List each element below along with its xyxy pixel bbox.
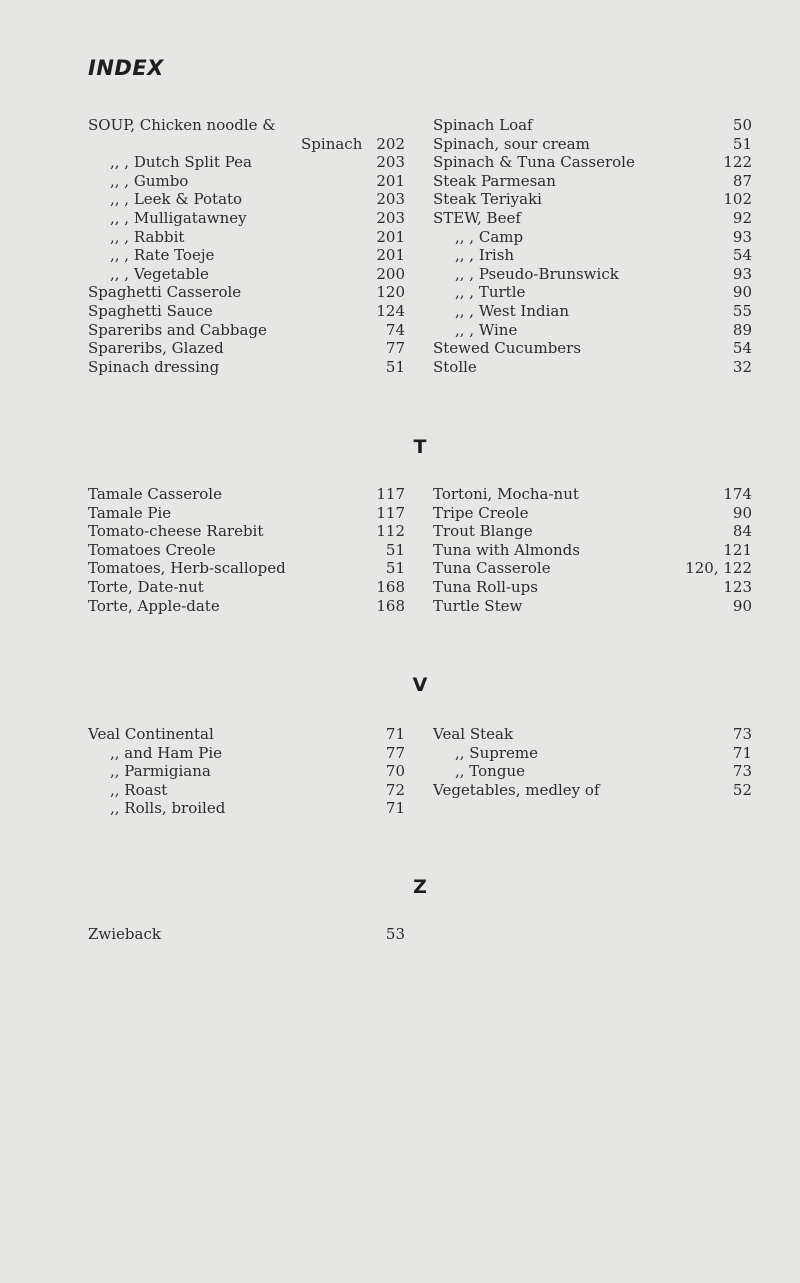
- entry-label: ,, , West Indian: [455, 301, 569, 320]
- entry-page-number: 55: [732, 301, 752, 320]
- index-entry: [88, 522, 405, 541]
- entry-page-number: 71: [732, 743, 752, 762]
- entry-label: Steak Parmesan: [433, 171, 556, 190]
- section-letter-t: T: [413, 436, 427, 458]
- section-letter-z: Z: [413, 876, 427, 898]
- index-entry: [433, 762, 752, 781]
- entry-page-number: 200: [376, 264, 405, 283]
- entry-page-number: 122: [723, 153, 752, 172]
- index-entry: [88, 744, 405, 763]
- entry-page-number: 92: [732, 208, 752, 227]
- entry-page-number: 73: [732, 725, 752, 743]
- index-entry: [433, 265, 752, 284]
- entry-label: Tuna Roll-ups: [433, 577, 538, 596]
- entry-page-number: 203: [376, 153, 405, 172]
- index-entry: [88, 172, 405, 191]
- index-entry: [88, 283, 405, 302]
- entry-page-number: 93: [732, 227, 752, 246]
- entry-page-number: 51: [385, 540, 405, 559]
- entry-page-number: 52: [732, 780, 752, 799]
- entry-page-number: 201: [376, 227, 405, 246]
- index-column-right: [433, 485, 752, 615]
- entry-page-number: 102: [723, 190, 752, 209]
- index-column-left: [88, 116, 405, 376]
- entry-label: Tuna with Almonds: [433, 540, 580, 559]
- entry-label: Trout Blange: [433, 522, 533, 541]
- entry-label: ,, , Rate Toeje: [110, 246, 215, 265]
- index-entry: [88, 153, 405, 172]
- entry-label: ,, , Pseudo-Brunswick: [455, 264, 619, 283]
- entry-page-number: 90: [732, 283, 752, 302]
- index-entry: [433, 172, 752, 191]
- index-entry: [88, 358, 405, 377]
- entry-label: Veal Steak: [433, 725, 514, 743]
- index-entry: [88, 762, 405, 781]
- index-column-right: [433, 925, 752, 944]
- index-entry: [433, 522, 752, 541]
- index-entry: [88, 209, 405, 228]
- entry-page-number: 93: [732, 264, 752, 283]
- entry-page-number: 168: [376, 577, 405, 596]
- index-entry: [433, 504, 752, 523]
- entry-page-number: 73: [732, 762, 752, 781]
- entry-page-number: 90: [732, 503, 752, 522]
- entry-label: ,, , Vegetable: [110, 264, 209, 283]
- entry-label: ,, Parmigiana: [110, 762, 211, 781]
- entry-page-number: 70: [385, 762, 405, 781]
- entry-page-number: 72: [385, 780, 405, 799]
- entry-page-number: 51: [385, 559, 405, 578]
- entry-label: Tripe Creole: [433, 503, 529, 522]
- index-entry: [88, 485, 405, 504]
- entry-page-number: 117: [376, 485, 405, 503]
- index-column-right: [433, 116, 752, 376]
- index-column-left: [88, 725, 405, 818]
- entry-label: ,, and Ham Pie: [110, 743, 223, 762]
- index-section-z: [88, 925, 752, 944]
- entry-label: ,, Tongue: [455, 762, 525, 781]
- index-entry: [433, 541, 752, 560]
- entry-label: Vegetables, medley of: [433, 780, 600, 799]
- index-entry: [88, 190, 405, 209]
- index-entry: [433, 209, 752, 228]
- index-entry: [433, 485, 752, 504]
- entry-label: ,, , Gumbo: [110, 171, 189, 190]
- index-entry: [88, 781, 405, 800]
- entry-page-number: 71: [385, 725, 405, 743]
- entry-page-number: 71: [385, 799, 405, 818]
- index-entry: [433, 744, 752, 763]
- index-entry: [433, 559, 752, 578]
- entry-label: Tortoni, Mocha-nut: [433, 485, 579, 503]
- entry-page-number: 120: [376, 283, 405, 302]
- entry-label: Stewed Cucumbers: [433, 339, 582, 358]
- entry-label: ,, , Leek & Potato: [110, 190, 243, 209]
- entry-label: ,, , Camp: [455, 227, 524, 246]
- entry-label: Spinach & Tuna Casserole: [433, 153, 635, 172]
- index-entry: [88, 116, 405, 135]
- entry-page-number: 89: [732, 320, 752, 339]
- entry-label: Steak Teriyaki: [433, 190, 542, 209]
- entry-page-number: 202: [376, 134, 405, 153]
- index-entry: [88, 504, 405, 523]
- entry-label: Torte, Apple-date: [88, 596, 220, 615]
- entry-page-number: 123: [723, 577, 752, 596]
- index-entry: [88, 228, 405, 247]
- entry-label: Spaghetti Casserole: [88, 283, 242, 302]
- index-entry: [433, 228, 752, 247]
- entry-label: ,, Rolls, broiled: [110, 799, 226, 818]
- index-entry: [433, 578, 752, 597]
- index-section-t: [88, 485, 752, 615]
- index-entry: [88, 339, 405, 358]
- entry-page-number: 117: [376, 503, 405, 522]
- entry-page-number: 74: [385, 320, 405, 339]
- entry-label: Spareribs, Glazed: [88, 339, 224, 358]
- index-entry: [88, 578, 405, 597]
- index-entry: [433, 116, 752, 135]
- index-section-s: [88, 116, 752, 376]
- entry-label: Spinach: [301, 134, 363, 153]
- entry-label: ,, Roast: [110, 780, 168, 799]
- entry-label: Spaghetti Sauce: [88, 301, 213, 320]
- entry-page-number: 32: [732, 357, 752, 376]
- entry-page-number: 84: [732, 522, 752, 541]
- index-section-v: [88, 725, 752, 818]
- entry-label: Stolle: [433, 357, 477, 376]
- entry-page-number: 77: [385, 743, 405, 762]
- entry-label: Turtle Stew: [433, 596, 523, 615]
- entry-label: Tomato-cheese Rarebit: [88, 522, 264, 541]
- entry-page-number: 121: [723, 540, 752, 559]
- index-entry: [88, 799, 405, 818]
- index-entry: [433, 246, 752, 265]
- index-entry: [88, 541, 405, 560]
- entry-label: ,, Supreme: [455, 743, 538, 762]
- index-entry: [433, 153, 752, 172]
- index-entry: [433, 190, 752, 209]
- entry-label: ,, , Irish: [455, 246, 515, 265]
- entry-label: Tomatoes, Herb-scalloped: [88, 559, 286, 578]
- entry-label: ,, , Rabbit: [110, 227, 185, 246]
- index-entry: [433, 358, 752, 377]
- entry-page-number: 50: [732, 116, 752, 134]
- entry-page-number: 54: [732, 246, 752, 265]
- index-entry: [88, 302, 405, 321]
- entry-page-number: 124: [376, 301, 405, 320]
- index-entry: [88, 725, 405, 744]
- entry-page-number: 168: [376, 596, 405, 615]
- entry-page-number: 174: [723, 485, 752, 503]
- entry-label: Veal Continental: [88, 725, 214, 743]
- entry-label: ,, , Dutch Split Pea: [110, 153, 252, 172]
- entry-page-number: 203: [376, 190, 405, 209]
- index-entry: [88, 321, 405, 340]
- entry-label: Spinach Loaf: [433, 116, 533, 134]
- entry-label: Tuna Casserole: [433, 559, 551, 578]
- entry-label: SOUP, Chicken noodle &: [88, 116, 276, 134]
- entry-label: Zwieback: [88, 925, 161, 943]
- entry-page-number: 201: [376, 171, 405, 190]
- entry-label: Spareribs and Cabbage: [88, 320, 267, 339]
- index-entry: [88, 246, 405, 265]
- entry-label: ,, , Wine: [455, 320, 518, 339]
- entry-label: Tamale Pie: [88, 503, 172, 522]
- entry-page-number: 201: [376, 246, 405, 265]
- entry-label: Tamale Casserole: [88, 485, 222, 503]
- index-entry: [433, 781, 752, 800]
- entry-page-number: 87: [732, 171, 752, 190]
- entry-page-number: 53: [385, 925, 405, 943]
- index-entry: [433, 725, 752, 744]
- entry-label: STEW, Beef: [433, 208, 521, 227]
- index-column-left: [88, 925, 405, 944]
- index-entry: [88, 597, 405, 616]
- index-entry: [88, 135, 405, 154]
- index-entry: [88, 265, 405, 284]
- index-entry: [433, 135, 752, 154]
- index-column-left: [88, 485, 405, 615]
- entry-page-number: 112: [376, 522, 405, 541]
- entry-label: ,, , Mulligatawney: [110, 208, 247, 227]
- entry-label: ,, , Turtle: [455, 283, 526, 302]
- section-letter-v: V: [412, 674, 428, 696]
- entry-label: Spinach, sour cream: [433, 134, 590, 153]
- index-entry: [88, 559, 405, 578]
- index-entry: [433, 339, 752, 358]
- entry-label: Spinach dressing: [88, 357, 220, 376]
- index-entry: [433, 597, 752, 616]
- entry-page-number: 77: [385, 339, 405, 358]
- index-entry: [88, 925, 405, 944]
- entry-page-number: 203: [376, 208, 405, 227]
- index-entry: [433, 321, 752, 340]
- index-column-right: [433, 725, 752, 818]
- entry-label: Torte, Date-nut: [88, 577, 204, 596]
- entry-page-number: 51: [732, 134, 752, 153]
- entry-page-number: 54: [732, 339, 752, 358]
- entry-page-number: 51: [385, 357, 405, 376]
- entry-label: Tomatoes Creole: [88, 540, 216, 559]
- index-entry: [433, 302, 752, 321]
- entry-page-number: 90: [732, 596, 752, 615]
- index-entry: [433, 283, 752, 302]
- page-title: INDEX: [88, 56, 164, 80]
- entry-page-number: 120, 122: [685, 559, 752, 578]
